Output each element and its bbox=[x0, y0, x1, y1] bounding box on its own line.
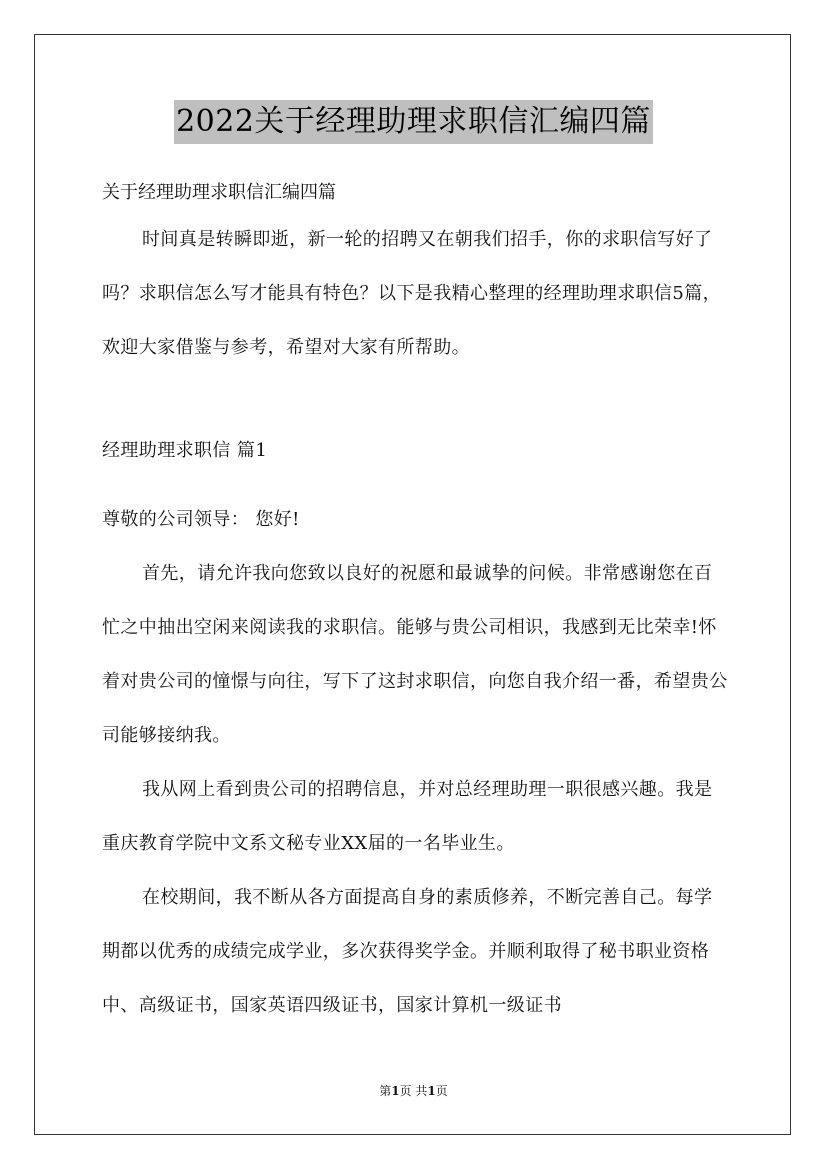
document-title: 2022关于经理助理求职信汇编四篇 bbox=[174, 100, 653, 144]
footer-prefix: 第 bbox=[379, 1084, 392, 1098]
intro-paragraph: 时间真是转瞬即逝，新一轮的招聘又在朝我们招手，你的求职信写好了吗？求职信怎么写才能具有特色？以下是我精心整理的经理助理求职信5篇，欢迎大家借鉴与参考，希望对大家有所帮助。 bbox=[102, 229, 722, 358]
letter-paragraph: 我从网上看到贵公司的招聘信息，并对总经理助理一职很感兴趣。我是重庆教育学院中文系文秘专业XX届的一名毕业生。 bbox=[102, 779, 713, 854]
letter-paragraph: 首先，请允许我向您致以良好的祝愿和最诚挚的问候。非常感谢您在百忙之中抽出空闲来阅读我的求职信。能够与贵公司相识，我感到无比荣幸!怀着对贵公司的憧憬与向往，写下了这封求职信，向您自我介绍一番，希望贵公司能够接纳我。 bbox=[102, 563, 728, 746]
letter-body bbox=[102, 547, 730, 1033]
letter-paragraph: 在校期间，我不断从各方面提高自身的素质修养，不断完善自己。每学期都以优秀的成绩完成学业，多次获得奖学金。并顺利取得了秘书职业资格中、高级证书，国家英语四级证书，国家计算机一级证书 bbox=[102, 887, 713, 1016]
footer-current-page: 1 bbox=[391, 1084, 400, 1098]
footer-total-pages: 1 bbox=[427, 1084, 436, 1098]
title-wrap bbox=[0, 100, 827, 144]
salutation: 尊敬的公司领导： 您好! bbox=[102, 509, 300, 530]
footer-mid: 页 共 bbox=[399, 1084, 428, 1098]
footer-suffix: 页 bbox=[435, 1084, 448, 1098]
intro-block bbox=[102, 213, 730, 375]
page-footer bbox=[0, 1082, 827, 1100]
document-subtitle: 关于经理助理求职信汇编四篇 bbox=[102, 182, 336, 203]
section-heading: 经理助理求职信 篇1 bbox=[102, 440, 268, 461]
